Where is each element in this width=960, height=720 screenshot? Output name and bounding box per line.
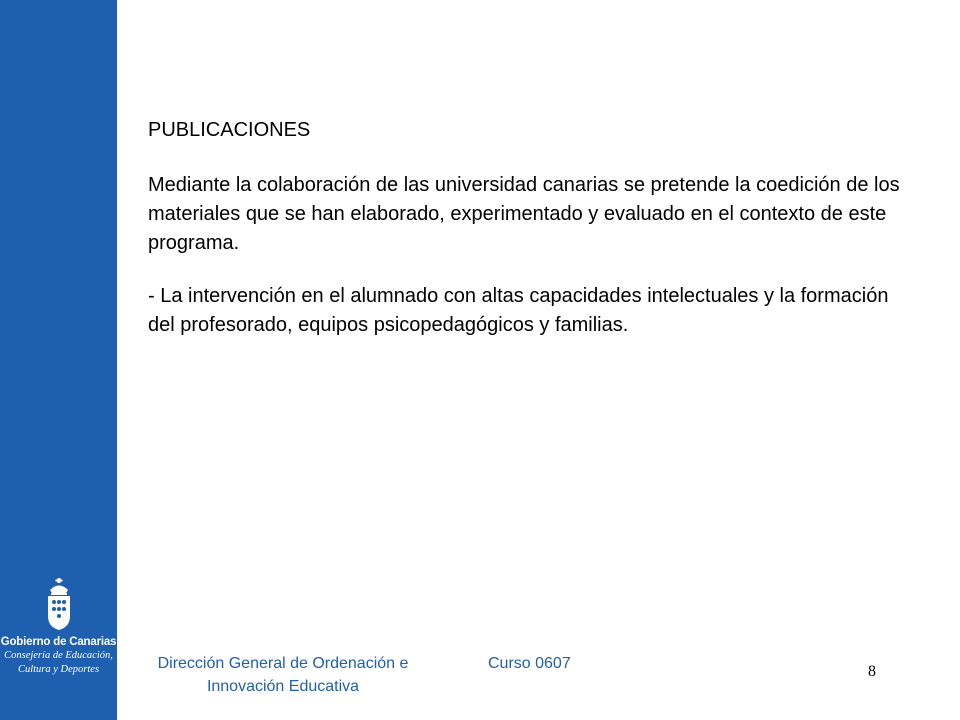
page-number: 8 (868, 663, 876, 680)
slide-body (148, 116, 908, 364)
footer-department (123, 652, 443, 698)
footer-department-line-2: Innovación Educativa (206, 678, 360, 695)
sidebar-band (0, 0, 117, 720)
org-name: Gobierno de Canarias (0, 636, 117, 648)
coat-of-arms-icon (44, 578, 74, 630)
paragraph-intervention: - La intervención en el alumnado con altas capacidades intelectuales y la formación del profesorado, equipos psicopedagógicos y familias. (148, 285, 889, 336)
gobierno-canarias-logo (0, 578, 117, 676)
footer-course: Curso 0607 (488, 655, 571, 672)
dept-line-2: Cultura y Deportes (17, 664, 100, 675)
dept-line-1: Consejería de Educación, (4, 650, 113, 661)
footer-department-line-1: Dirección General de Ordenación e (157, 655, 409, 672)
slide-heading: PUBLICACIONES (148, 119, 311, 141)
paragraph-publications: Mediante la colaboración de las universidad canarias se pretende la coedición de los materiales que se han elaborado, experimentado y evaluado en el contexto de este programa. (148, 174, 900, 254)
